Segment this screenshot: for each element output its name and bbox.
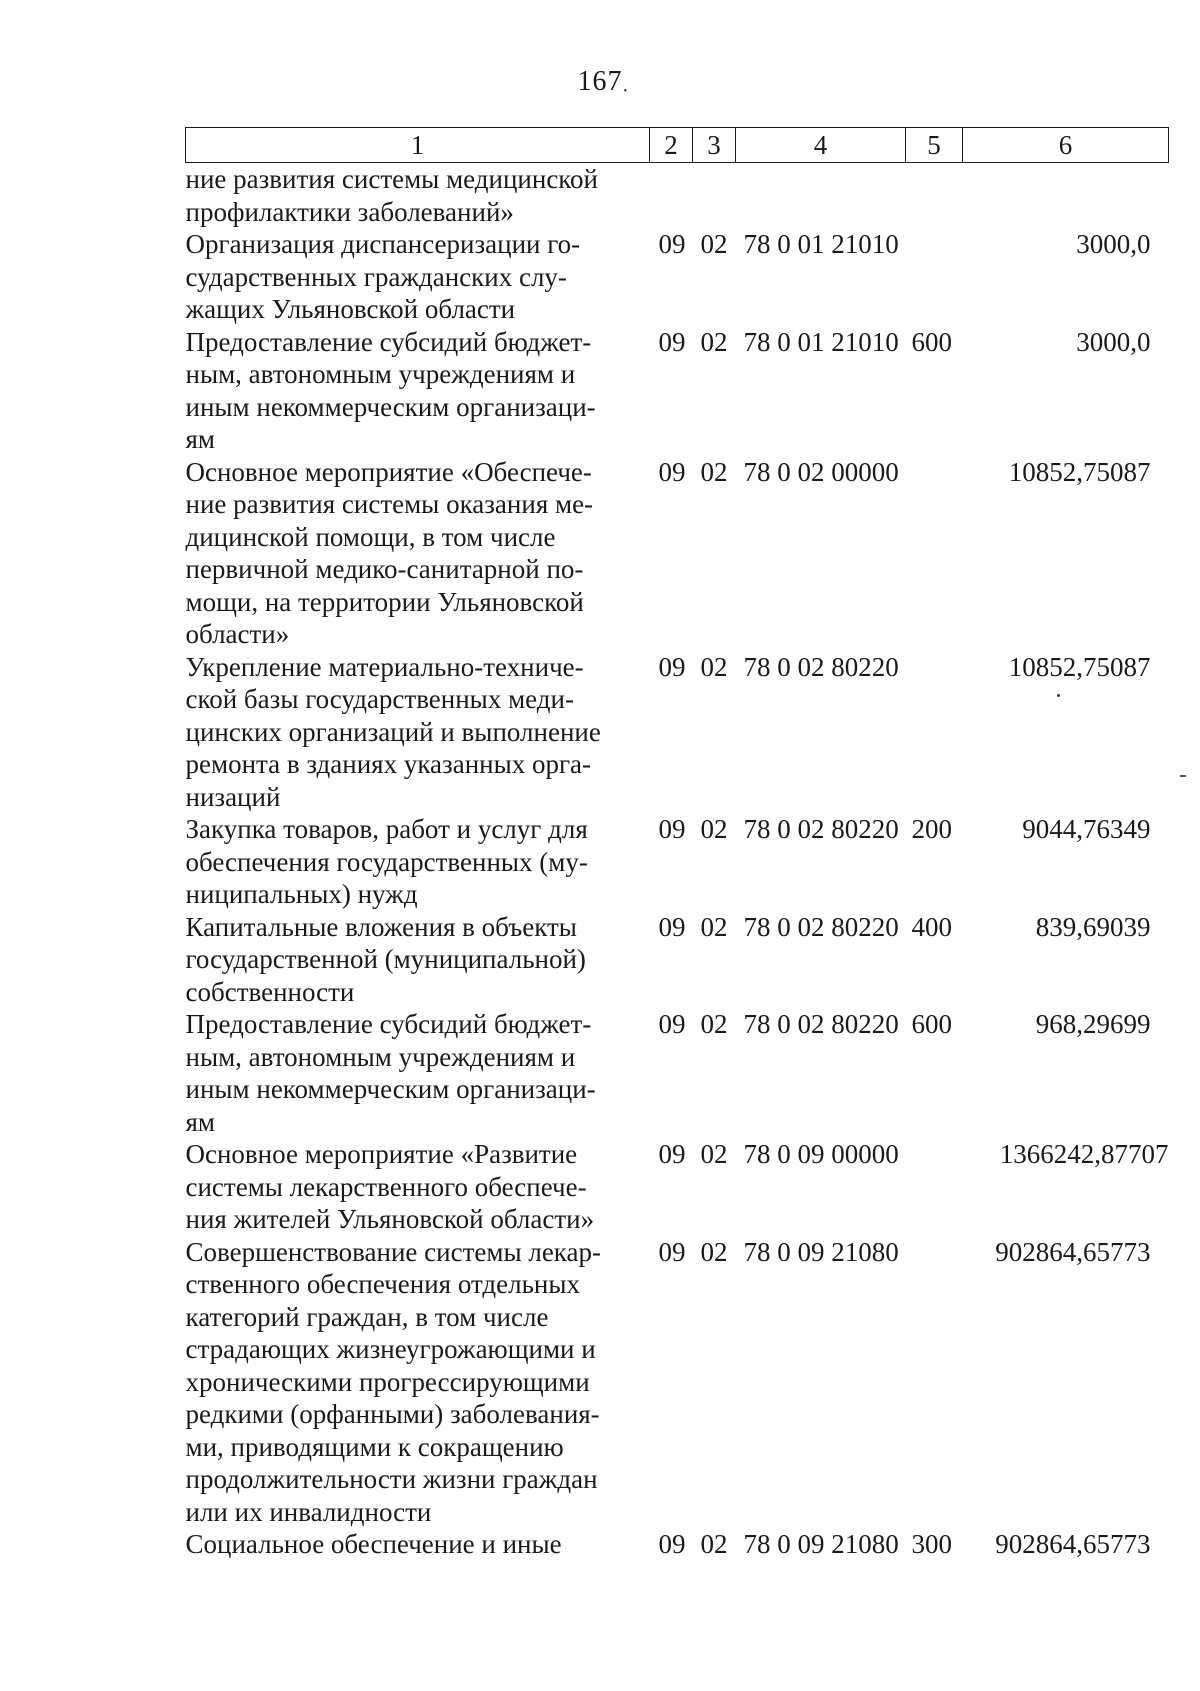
table-row: [186, 163, 1169, 229]
section-code-cell: 09: [658, 456, 686, 487]
row-name-line: Предоставление субсидий бюджет-: [185, 326, 592, 357]
expense-type-cell: [906, 456, 963, 651]
row-name-line: мощи, на территории Ульяновской: [185, 586, 584, 617]
row-name-line: ям: [185, 424, 216, 454]
row-name-line: хроническими прогрессирующими: [185, 1366, 590, 1397]
row-name-line: области»: [185, 619, 290, 649]
header-cell-2: 2: [650, 128, 693, 163]
subsection-code-cell: 02: [700, 229, 728, 259]
section-code-cell: 09: [658, 1529, 686, 1559]
page-mark: ·: [622, 80, 630, 102]
budget-table: [185, 127, 1169, 1561]
section-code-cell: 09: [658, 1009, 686, 1039]
section-code-cell: 09: [658, 814, 686, 844]
table-row: [186, 651, 1169, 814]
subsection-code-cell: 02: [700, 326, 728, 357]
row-name-line: Социальное обеспечение и иные: [185, 1529, 562, 1559]
expense-type-cell: [906, 1236, 963, 1529]
subsection-code-cell: 02: [700, 1529, 728, 1559]
header-cell-5: 5: [906, 128, 963, 163]
row-name-line: Капитальные вложения в объекты: [185, 911, 577, 942]
row-name-line: дицинской помощи, в том числе: [185, 521, 556, 552]
subsection-code-cell: 02: [700, 1009, 728, 1039]
target-article-cell: 78 0 02 80220: [743, 911, 899, 942]
row-name-line: ниципальных) нужд: [185, 879, 418, 909]
row-name-line: ным, автономным учреждениям и: [185, 359, 576, 389]
expense-type-cell: 400: [911, 911, 952, 942]
row-name-line: цинских организаций и выполнение: [185, 716, 601, 747]
row-name-line: ния жителей Ульяновской области»: [185, 1204, 595, 1234]
amount-cell: 10852,75087: [1008, 651, 1151, 682]
amount-cell: 3000,0: [1076, 326, 1151, 357]
amount-cell: 968,29699: [1035, 1009, 1151, 1039]
table-row: [186, 1138, 1169, 1236]
header-row: [186, 128, 1169, 163]
expense-type-cell: 200: [911, 814, 952, 844]
row-name-line: Организация диспансеризации го-: [185, 229, 581, 259]
expense-type-cell: [906, 163, 963, 229]
target-article-cell: 78 0 01 21010: [743, 229, 899, 259]
row-name-cell: [186, 163, 650, 229]
scan-speck: [1180, 775, 1186, 777]
expense-type-cell: 600: [911, 1009, 952, 1039]
target-article-cell: 78 0 02 80220: [743, 814, 899, 844]
row-name-line: иным некоммерческим организаци-: [185, 1074, 596, 1104]
row-name-line: Закупка товаров, работ и услуг для: [185, 814, 588, 844]
row-name-line: Предоставление субсидий бюджет-: [185, 1009, 592, 1039]
row-name-line: ям: [185, 1106, 216, 1137]
row-name-cell: [186, 1008, 650, 1138]
row-name-cell: [186, 1236, 650, 1529]
amount-cell: 3000,0: [1076, 229, 1151, 259]
row-name-line: низаций: [185, 781, 281, 812]
row-name-line: продолжительности жизни граждан: [185, 1464, 598, 1494]
subsection-code-cell: 02: [700, 911, 728, 942]
section-code-cell: 09: [658, 651, 686, 682]
row-name-line: Совершенствование системы лекар-: [185, 1236, 601, 1267]
row-name-line: Основное мероприятие «Развитие: [185, 1139, 578, 1169]
target-article-cell: 78 0 02 00000: [743, 456, 899, 487]
section-code-cell: 09: [658, 1236, 686, 1267]
row-name-line: ственного обеспечения отдельных: [185, 1269, 581, 1299]
row-name-cell: [186, 326, 650, 456]
subsection-code-cell: 02: [700, 814, 728, 844]
table-row: [186, 813, 1169, 911]
target-article-cell: 78 0 02 80220: [743, 1009, 899, 1039]
row-name-line: собственности: [185, 976, 355, 1007]
section-code-cell: 09: [658, 1139, 686, 1169]
expense-type-cell: 600: [911, 326, 952, 357]
amount-cell: 9044,76349: [1022, 814, 1151, 844]
target-article-cell: 78 0 01 21010: [743, 326, 899, 357]
row-name-line: ремонта в зданиях указанных орга-: [185, 749, 592, 779]
row-name-line: Укрепление материально-техниче-: [185, 651, 584, 682]
amount-cell: [963, 163, 1169, 229]
amount-cell: 839,69039: [1035, 911, 1151, 942]
row-name-line: категорий граждан, в том числе: [185, 1301, 549, 1332]
table-header: [186, 128, 1169, 163]
row-name-line: редкими (орфанными) заболевания-: [185, 1399, 600, 1429]
row-name-cell: [186, 1138, 650, 1236]
amount-cell: 902864,65773: [995, 1529, 1151, 1559]
row-name-line: страдающих жизнеугрожающими и: [185, 1334, 596, 1364]
subsection-code-cell: 02: [700, 1236, 728, 1267]
amount-cell: 1366242,87707: [999, 1139, 1169, 1169]
row-name-line: или их инвалидности: [185, 1496, 432, 1527]
row-name-cell: [186, 228, 650, 326]
row-name-line: системы лекарственного обеспече-: [185, 1171, 587, 1202]
table-row: [186, 326, 1169, 456]
section-code-cell: 09: [658, 229, 686, 259]
expense-type-cell: [906, 228, 963, 326]
row-name-cell: [186, 456, 650, 651]
table-row: [186, 911, 1169, 1009]
section-code-cell: 09: [658, 326, 686, 357]
target-article-cell: [736, 163, 906, 229]
row-name-line: ние развития системы оказания ме-: [185, 489, 594, 519]
row-name-line: ние развития системы медицинской: [185, 164, 599, 194]
header-cell-4: 4: [736, 128, 906, 163]
amount-cell: 10852,75087: [1008, 456, 1151, 487]
expense-type-cell: [906, 1138, 963, 1236]
section-code-cell: 09: [658, 911, 686, 942]
row-name-line: ской базы государственных меди-: [185, 684, 574, 714]
section-code-cell: [650, 163, 693, 229]
table-row: [186, 228, 1169, 326]
row-name-line: сударственных гражданских слу-: [185, 261, 567, 292]
table-body: [186, 163, 1169, 1561]
row-name-cell: [186, 1528, 650, 1561]
expense-type-cell: [906, 651, 963, 814]
row-name-cell: [186, 911, 650, 1009]
target-article-cell: 78 0 09 21080: [743, 1236, 899, 1267]
subsection-code-cell: 02: [700, 456, 728, 487]
header-cell-3: 3: [693, 128, 736, 163]
table-row: [186, 1008, 1169, 1138]
row-name-line: первичной медико-санитарной по-: [185, 554, 584, 584]
row-name-line: государственной (муниципальной): [185, 944, 586, 974]
row-name-line: жащих Ульяновской области: [185, 294, 516, 324]
target-article-cell: 78 0 09 00000: [743, 1139, 899, 1169]
subsection-code-cell: 02: [700, 1139, 728, 1169]
header-cell-1: 1: [186, 128, 650, 163]
row-name-line: обеспечения государственных (му-: [185, 846, 588, 877]
subsection-code-cell: 02: [700, 651, 728, 682]
row-name-line: профилактики заболеваний»: [185, 196, 514, 227]
row-name-line: ми, приводящими к сокращению: [185, 1431, 564, 1462]
subsection-code-cell: [693, 163, 736, 229]
page-number-text: 167: [577, 66, 623, 97]
expense-type-cell: 300: [911, 1529, 952, 1559]
table-row: [186, 456, 1169, 651]
row-name-line: Основное мероприятие «Обеспече-: [185, 456, 592, 487]
header-cell-6: 6: [963, 128, 1169, 163]
amount-cell: 902864,65773: [995, 1236, 1151, 1267]
page-number: [0, 66, 1200, 102]
target-article-cell: 78 0 09 21080: [743, 1529, 899, 1559]
row-name-line: иным некоммерческим организаци-: [185, 391, 596, 422]
row-name-line: ным, автономным учреждениям и: [185, 1041, 576, 1072]
table-row: [186, 1236, 1169, 1529]
row-name-cell: [186, 651, 650, 814]
row-name-cell: [186, 813, 650, 911]
table-row: [186, 1528, 1169, 1561]
target-article-cell: 78 0 02 80220: [743, 651, 899, 682]
